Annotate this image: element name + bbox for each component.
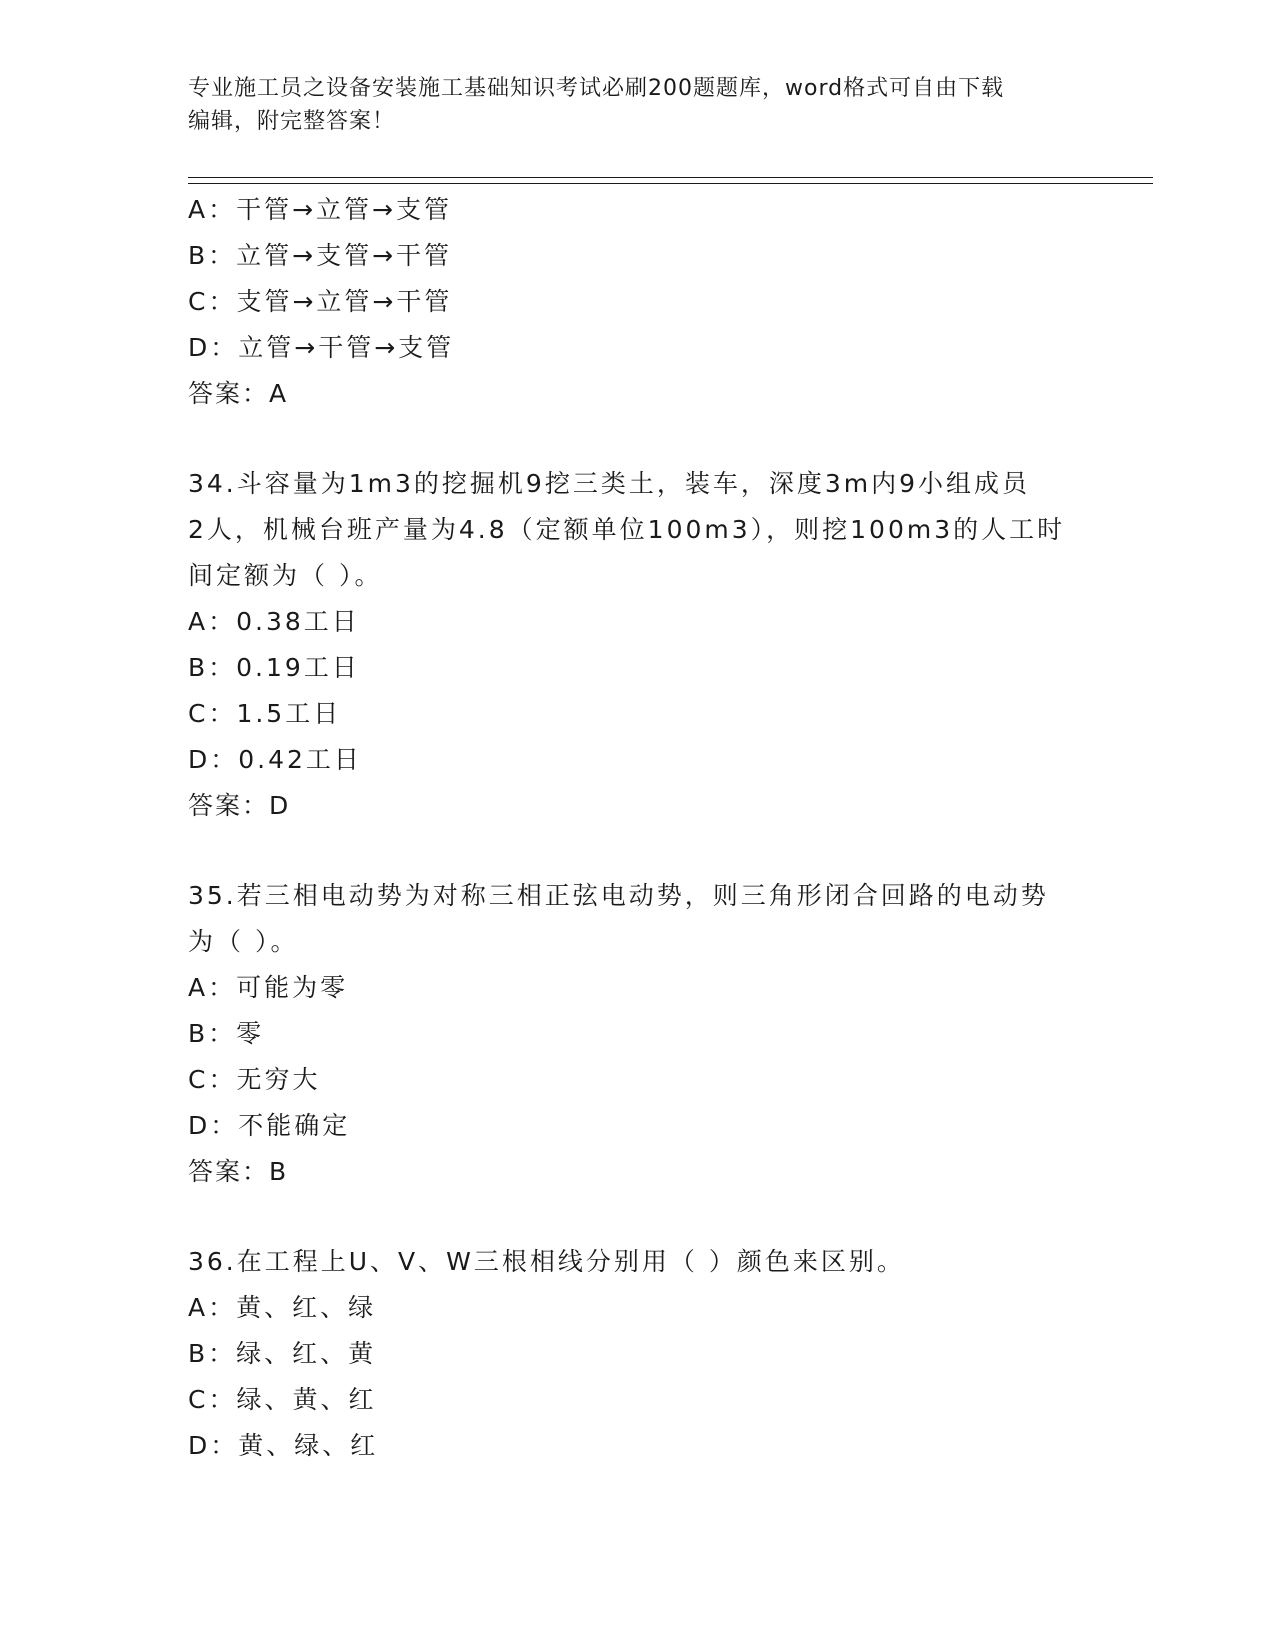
document-header: [188, 72, 1088, 138]
option-a: A：0.38工日: [188, 607, 360, 636]
option-c: C：1.5工日: [188, 699, 342, 728]
option-b: B：0.19工日: [188, 653, 360, 682]
option-d: D：0.42工日: [188, 745, 362, 774]
spacer: [188, 417, 1088, 461]
question-stem-line: 34.斗容量为1m3的挖掘机9挖三类土，装车，深度3m内9小组成员: [188, 469, 1030, 498]
option-c: C：无穷大: [188, 1065, 321, 1094]
option-a: A：可能为零: [188, 973, 349, 1002]
option-d: D：黄、绿、红: [188, 1431, 379, 1460]
question-stem-line: 35.若三相电动势为对称三相正弦电动势，则三角形闭合回路的电动势: [188, 881, 1049, 910]
answer-line: 答案：A: [188, 379, 289, 408]
answer-line: 答案：D: [188, 791, 291, 820]
option-c: C：绿、黄、红: [188, 1385, 377, 1414]
question-stem-line: 间定额为（ ）。: [188, 561, 383, 590]
question-36: [188, 1239, 1088, 1469]
spacer: [188, 1195, 1088, 1239]
question-35: [188, 873, 1088, 1195]
header-divider-top: [188, 177, 1153, 178]
carryover-question: [188, 187, 1088, 417]
question-stem-line: 2人，机械台班产量为4.8（定额单位100m3），则挖100m3的人工时: [188, 515, 1066, 544]
option-a: A：干管→立管→支管: [188, 195, 452, 224]
question-stem-line: 为（ ）。: [188, 927, 299, 956]
option-d: D：不能确定: [188, 1111, 351, 1140]
header-title-line-1: 专业施工员之设备安装施工基础知识考试必刷200题题库，word格式可自由下载: [188, 76, 1005, 101]
header-divider-bottom: [188, 183, 1153, 184]
answer-line: 答案：B: [188, 1157, 289, 1186]
option-b: B：立管→支管→干管: [188, 241, 453, 270]
question-34: [188, 461, 1088, 829]
header-title-line-2: 编辑，附完整答案！: [188, 109, 396, 134]
option-a: A：黄、红、绿: [188, 1293, 377, 1322]
spacer: [188, 829, 1088, 873]
question-stem-line: 36.在工程上U、V、W三根相线分别用（ ）颜色来区别。: [188, 1247, 905, 1276]
option-b: B：零: [188, 1019, 265, 1048]
question-list: [188, 187, 1088, 1469]
option-d: D：立管→干管→支管: [188, 333, 455, 362]
option-c: C：支管→立管→干管: [188, 287, 453, 316]
option-b: B：绿、红、黄: [188, 1339, 377, 1368]
